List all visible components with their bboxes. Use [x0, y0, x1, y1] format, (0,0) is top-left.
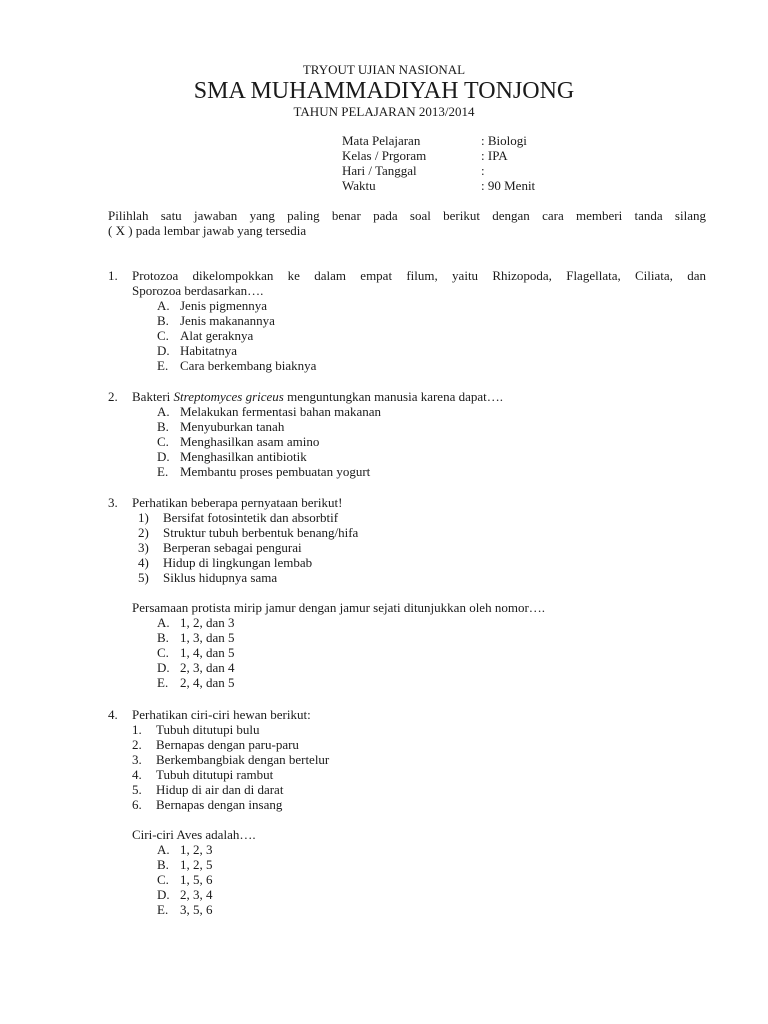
option-letter: A.	[157, 615, 170, 630]
info-row-date	[342, 163, 535, 178]
question-number: 1.	[108, 268, 118, 283]
question-text-pre: Bakteri	[132, 389, 174, 404]
statement-text: Bernapas dengan insang	[156, 797, 283, 812]
option-letter: B.	[157, 857, 169, 872]
option-letter: B.	[157, 419, 169, 434]
answer-option[interactable]	[157, 449, 706, 464]
statement-item	[138, 540, 706, 555]
question-prompt: Ciri-ciri Aves adalah….	[132, 827, 256, 842]
species-name: Streptomyces griceus	[173, 389, 284, 404]
statement-text: Hidup di air dan di darat	[156, 782, 284, 797]
exam-instruction	[108, 208, 706, 238]
info-value: : Biologi	[481, 133, 527, 148]
answer-options	[157, 298, 706, 373]
option-letter: A.	[157, 404, 170, 419]
answer-option[interactable]	[157, 404, 706, 419]
statement-list	[108, 510, 706, 585]
answer-option[interactable]	[157, 313, 706, 328]
statement-text: Bersifat fotosintetik dan absorbtif	[163, 510, 339, 525]
answer-options	[157, 615, 706, 690]
question-number: 2.	[108, 389, 118, 404]
option-text: 3, 5, 6	[180, 902, 213, 917]
academic-year: TAHUN PELAJARAN 2013/2014	[293, 104, 475, 119]
option-text: 1, 5, 6	[180, 872, 213, 887]
question-line: Sporozoa berdasarkan….	[132, 283, 264, 298]
statement-text: Berkembangbiak dengan bertelur	[156, 752, 330, 767]
statement-item	[138, 510, 706, 525]
answer-option[interactable]	[157, 660, 706, 675]
option-letter: D.	[157, 449, 170, 464]
answer-options	[157, 842, 706, 917]
statement-text: Siklus hidupnya sama	[163, 570, 278, 585]
option-text: Menghasilkan antibiotik	[180, 449, 307, 464]
statement-item	[138, 525, 706, 540]
info-value: :	[481, 163, 485, 178]
option-letter: E.	[157, 902, 169, 917]
answer-option[interactable]	[157, 645, 706, 660]
info-value: : IPA	[481, 148, 508, 163]
answer-option[interactable]	[157, 464, 706, 479]
question-4	[108, 707, 706, 917]
statement-number: 3)	[138, 540, 149, 555]
option-letter: A.	[157, 842, 170, 857]
info-label: Mata Pelajaran	[342, 133, 421, 148]
info-value: : 90 Menit	[481, 178, 536, 193]
statement-number: 1.	[132, 722, 142, 737]
question-text	[132, 389, 706, 404]
question-text: Perhatikan beberapa pernyataan berikut!	[132, 495, 343, 510]
statement-text: Struktur tubuh berbentuk benang/hifa	[163, 525, 359, 540]
statement-item	[132, 722, 706, 737]
option-letter: B.	[157, 313, 169, 328]
statement-text: Tubuh ditutupi bulu	[156, 722, 260, 737]
answer-option[interactable]	[157, 343, 706, 358]
statement-number: 5)	[138, 570, 149, 585]
answer-option[interactable]	[157, 675, 706, 690]
option-text: 2, 3, 4	[180, 887, 213, 902]
option-letter: D.	[157, 887, 170, 902]
answer-option[interactable]	[157, 615, 706, 630]
option-text: Jenis makanannya	[180, 313, 275, 328]
option-text: Menyuburkan tanah	[180, 419, 285, 434]
statement-number: 4)	[138, 555, 149, 570]
info-row-class	[342, 148, 535, 163]
answer-option[interactable]	[157, 358, 706, 373]
statement-item	[132, 797, 706, 812]
question-3	[108, 495, 706, 690]
question-prompt: Persamaan protista mirip jamur dengan jamur sejati ditunjukkan oleh nomor….	[132, 600, 546, 615]
question-text	[132, 268, 706, 298]
question-line: Protozoa dikelompokkan ke dalam empat filum, yaitu Rhizopoda, Flagellata, Ciliata, dan	[132, 268, 706, 283]
option-text: 1, 2, 3	[180, 842, 213, 857]
option-text: Cara berkembang biaknya	[180, 358, 317, 373]
school-name: SMA MUHAMMADIYAH TONJONG	[193, 78, 575, 104]
option-letter: A.	[157, 298, 170, 313]
info-row-subject	[342, 133, 535, 148]
statement-number: 2)	[138, 525, 149, 540]
statement-text: Hidup di lingkungan lembab	[163, 555, 313, 570]
question-number: 3.	[108, 495, 118, 510]
answer-option[interactable]	[157, 434, 706, 449]
answer-option[interactable]	[157, 902, 706, 917]
option-letter: B.	[157, 630, 169, 645]
option-text: 1, 2, 5	[180, 857, 213, 872]
option-text: Melakukan fermentasi bahan makanan	[180, 404, 382, 419]
statement-list	[108, 722, 706, 812]
option-letter: C.	[157, 434, 169, 449]
answer-option[interactable]	[157, 328, 706, 343]
answer-option[interactable]	[157, 872, 706, 887]
statement-item	[132, 752, 706, 767]
statement-text: Berperan sebagai pengurai	[163, 540, 302, 555]
option-text: Alat geraknya	[180, 328, 254, 343]
option-text: Jenis pigmennya	[180, 298, 268, 313]
answer-option[interactable]	[157, 298, 706, 313]
statement-item	[138, 555, 706, 570]
statement-text: Tubuh ditutupi rambut	[156, 767, 274, 782]
statement-number: 1)	[138, 510, 149, 525]
statement-number: 4.	[132, 767, 142, 782]
statement-item	[138, 570, 706, 585]
info-label: Waktu	[342, 178, 376, 193]
exam-subtitle: TRYOUT UJIAN NASIONAL	[302, 62, 466, 77]
info-row-time	[342, 178, 535, 193]
statement-number: 3.	[132, 752, 142, 767]
statement-item	[132, 767, 706, 782]
option-letter: D.	[157, 343, 170, 358]
option-text: 2, 4, dan 5	[180, 675, 235, 690]
question-text-post: menguntungkan manusia karena dapat….	[283, 389, 504, 404]
option-letter: E.	[157, 675, 169, 690]
question-text: Perhatikan ciri-ciri hewan berikut:	[132, 707, 311, 722]
answer-option[interactable]	[157, 419, 706, 434]
option-letter: E.	[157, 464, 169, 479]
info-label: Kelas / Prgoram	[342, 148, 427, 163]
option-text: Menghasilkan asam amino	[180, 434, 320, 449]
option-letter: D.	[157, 660, 170, 675]
answer-option[interactable]	[157, 887, 706, 902]
option-letter: C.	[157, 872, 169, 887]
statement-item	[132, 737, 706, 752]
statement-number: 5.	[132, 782, 142, 797]
answer-options	[157, 404, 706, 479]
option-text: 1, 2, dan 3	[180, 615, 235, 630]
option-text: 1, 3, dan 5	[180, 630, 235, 645]
question-2	[108, 389, 706, 479]
statement-item	[132, 782, 706, 797]
option-text: 2, 3, dan 4	[180, 660, 235, 675]
question-1	[108, 268, 706, 373]
option-letter: E.	[157, 358, 169, 373]
question-number: 4.	[108, 707, 118, 722]
answer-option[interactable]	[157, 842, 706, 857]
option-text: 1, 4, dan 5	[180, 645, 235, 660]
option-letter: C.	[157, 645, 169, 660]
statement-number: 6.	[132, 797, 142, 812]
info-label: Hari / Tanggal	[342, 163, 417, 178]
answer-option[interactable]	[157, 857, 706, 872]
statement-number: 2.	[132, 737, 142, 752]
instruction-line: ( X ) pada lembar jawab yang tersedia	[108, 223, 307, 238]
answer-option[interactable]	[157, 630, 706, 645]
option-text: Membantu proses pembuatan yogurt	[180, 464, 371, 479]
statement-text: Bernapas dengan paru-paru	[156, 737, 299, 752]
option-letter: C.	[157, 328, 169, 343]
instruction-line: Pilihlah satu jawaban yang paling benar pada soal berikut dengan cara memberi tanda silang	[108, 208, 706, 223]
option-text: Habitatnya	[180, 343, 238, 358]
exam-info-table	[342, 133, 535, 193]
